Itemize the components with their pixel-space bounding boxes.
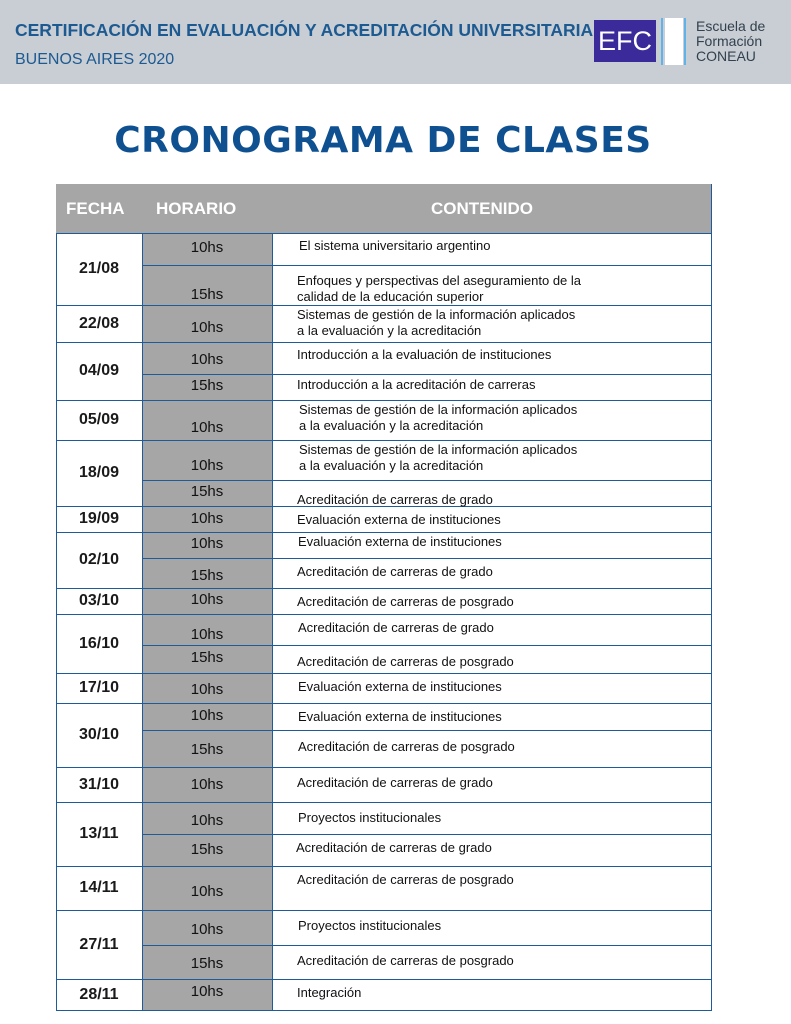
efc-logo: EFC <box>594 20 656 62</box>
contenido-line: Acreditación de carreras de grado <box>296 840 492 855</box>
contenido-cell <box>298 709 502 725</box>
contenido-cell <box>297 377 535 393</box>
horario-cell: 10hs <box>190 535 224 552</box>
horario-cell: 15hs <box>190 483 224 500</box>
contenido-cell <box>298 620 494 636</box>
horario-cell: 10hs <box>190 812 224 829</box>
contenido-line: Acreditación de carreras de posgrado <box>298 739 515 754</box>
contenido-cell <box>299 442 577 474</box>
contenido-cell <box>297 347 551 363</box>
row-divider <box>142 645 712 646</box>
date-cell: 31/10 <box>78 775 120 793</box>
horario-cell: 15hs <box>190 741 224 758</box>
horario-cell: 10hs <box>190 983 224 1000</box>
contenido-cell <box>297 872 514 888</box>
date-cell: 16/10 <box>78 634 120 652</box>
contenido-cell <box>297 273 581 305</box>
row-divider <box>56 802 712 803</box>
row-divider <box>56 233 712 234</box>
contenido-line: Enfoques y perspectivas del aseguramiento de la <box>297 273 582 288</box>
contenido-line: Sistemas de gestión de la información aplicados <box>299 402 578 417</box>
date-cell: 18/09 <box>78 464 120 481</box>
table-header <box>56 184 712 233</box>
date-cell: 02/10 <box>78 551 120 568</box>
contenido-line: Evaluación externa de instituciones <box>297 512 501 527</box>
logo-divider <box>661 18 663 65</box>
date-cell: 30/10 <box>78 726 120 743</box>
horario-cell: 10hs <box>190 419 224 436</box>
contenido-cell <box>298 679 502 695</box>
date-cell: 17/10 <box>78 679 120 696</box>
row-divider <box>56 910 712 911</box>
contenido-line: Introducción a la evaluación de instituciones <box>297 347 552 362</box>
row-divider <box>56 305 712 306</box>
row-divider <box>56 588 712 589</box>
row-divider <box>56 866 712 867</box>
column-header-contenido: CONTENIDO <box>431 199 533 218</box>
contenido-line: Integración <box>297 985 362 1000</box>
horario-cell: 10hs <box>190 510 224 527</box>
horario-cell: 10hs <box>190 591 224 608</box>
logo-divider <box>684 18 686 65</box>
date-cell: 27/11 <box>79 935 119 953</box>
date-cell: 05/09 <box>78 411 120 428</box>
logo-divider <box>665 18 683 65</box>
contenido-line: Sistemas de gestión de la información aplicados <box>299 442 578 457</box>
horario-cell: 10hs <box>190 626 224 643</box>
contenido-line: Acreditación de carreras de grado <box>298 620 494 635</box>
horario-cell: 15hs <box>190 955 224 972</box>
row-divider <box>56 767 712 768</box>
contenido-line: Acreditación de carreras de grado <box>297 564 493 579</box>
contenido-cell <box>298 739 515 755</box>
horario-cell: 15hs <box>190 649 224 666</box>
column-divider <box>272 233 273 1010</box>
contenido-cell <box>297 985 361 1001</box>
contenido-cell <box>298 534 502 550</box>
contenido-cell <box>297 512 501 528</box>
horario-cell: 10hs <box>190 707 224 724</box>
contenido-cell <box>296 840 492 856</box>
contenido-line: Acreditación de carreras de posgrado <box>297 594 514 609</box>
horario-cell: 10hs <box>190 883 224 900</box>
contenido-cell <box>299 402 577 434</box>
date-cell: 28/11 <box>79 985 119 1003</box>
horario-cell: 10hs <box>190 239 224 256</box>
contenido-cell <box>299 238 490 254</box>
contenido-line: a la evaluación y la acreditación <box>297 323 482 338</box>
row-divider <box>56 703 712 704</box>
horario-cell: 10hs <box>190 351 224 368</box>
course-title: CERTIFICACIÓN EN EVALUACIÓN Y ACREDITACIÓN UNIVERSITARIA <box>15 20 594 40</box>
contenido-line: Acreditación de carreras de posgrado <box>297 654 514 669</box>
date-cell: 04/09 <box>78 362 120 379</box>
contenido-line: Acreditación de carreras de posgrado <box>297 953 514 968</box>
contenido-line: Proyectos institucionales <box>298 810 442 825</box>
schedule-table <box>56 184 712 1010</box>
row-divider <box>56 979 712 980</box>
course-subtitle: BUENOS AIRES 2020 <box>15 51 175 68</box>
row-divider <box>142 558 712 559</box>
contenido-cell <box>297 492 493 508</box>
row-divider <box>142 374 712 375</box>
horario-cell: 10hs <box>190 457 224 474</box>
contenido-line: a la evaluación y la acreditación <box>299 418 484 433</box>
horario-cell: 15hs <box>190 567 224 584</box>
row-divider <box>56 400 712 401</box>
date-cell: 19/09 <box>78 510 120 527</box>
horario-cell: 10hs <box>190 319 224 336</box>
row-divider <box>142 834 712 835</box>
row-divider <box>56 440 712 441</box>
column-divider <box>711 184 712 1010</box>
contenido-line: El sistema universitario argentino <box>299 238 491 253</box>
contenido-line: Proyectos institucionales <box>298 918 442 933</box>
horario-cell: 15hs <box>190 286 224 303</box>
contenido-line: Acreditación de carreras de grado <box>297 775 493 790</box>
row-divider <box>56 673 712 674</box>
horario-cell: 15hs <box>190 377 224 394</box>
contenido-cell <box>297 594 514 610</box>
contenido-line: Evaluación externa de instituciones <box>298 679 502 694</box>
logo-text-line: Escuela de <box>696 18 766 34</box>
page-title: CRONOGRAMA DE CLASES <box>114 120 652 161</box>
contenido-line: Sistemas de gestión de la información aplicados <box>297 307 576 322</box>
contenido-line: a la evaluación y la acreditación <box>299 458 484 473</box>
column-header-fecha: FECHA <box>66 199 125 218</box>
contenido-cell <box>297 775 493 791</box>
date-cell: 13/11 <box>79 825 119 842</box>
row-divider <box>56 1010 712 1011</box>
logo-text-line: Formación <box>696 33 763 49</box>
row-divider <box>56 614 712 615</box>
horario-cell: 10hs <box>190 681 224 698</box>
horario-cell: 10hs <box>190 776 224 793</box>
row-divider <box>56 532 712 533</box>
contenido-cell <box>298 810 441 826</box>
row-divider <box>142 945 712 946</box>
column-header-horario: HORARIO <box>156 199 237 218</box>
horario-cell: 15hs <box>190 841 224 858</box>
contenido-cell <box>297 654 514 670</box>
header-banner <box>0 0 791 84</box>
contenido-cell <box>298 918 441 934</box>
contenido-line: Introducción a la acreditación de carreras <box>297 377 536 392</box>
row-divider <box>142 730 712 731</box>
row-divider <box>142 265 712 266</box>
logo-text-line: CONEAU <box>696 48 756 64</box>
logo-text <box>696 19 788 64</box>
contenido-line: Acreditación de carreras de posgrado <box>297 872 514 887</box>
contenido-line: calidad de la educación superior <box>297 289 484 304</box>
contenido-line: Acreditación de carreras de grado <box>297 492 493 507</box>
row-divider <box>142 480 712 481</box>
contenido-cell <box>297 953 514 969</box>
date-cell: 03/10 <box>78 592 120 609</box>
horario-cell: 10hs <box>190 921 224 938</box>
date-cell: 14/11 <box>79 879 119 896</box>
contenido-cell <box>297 564 493 580</box>
contenido-line: Evaluación externa de instituciones <box>298 534 502 549</box>
row-divider <box>56 342 712 343</box>
date-cell: 22/08 <box>78 314 120 332</box>
date-cell: 21/08 <box>78 260 120 277</box>
contenido-line: Evaluación externa de instituciones <box>298 709 502 724</box>
contenido-cell <box>297 307 575 339</box>
